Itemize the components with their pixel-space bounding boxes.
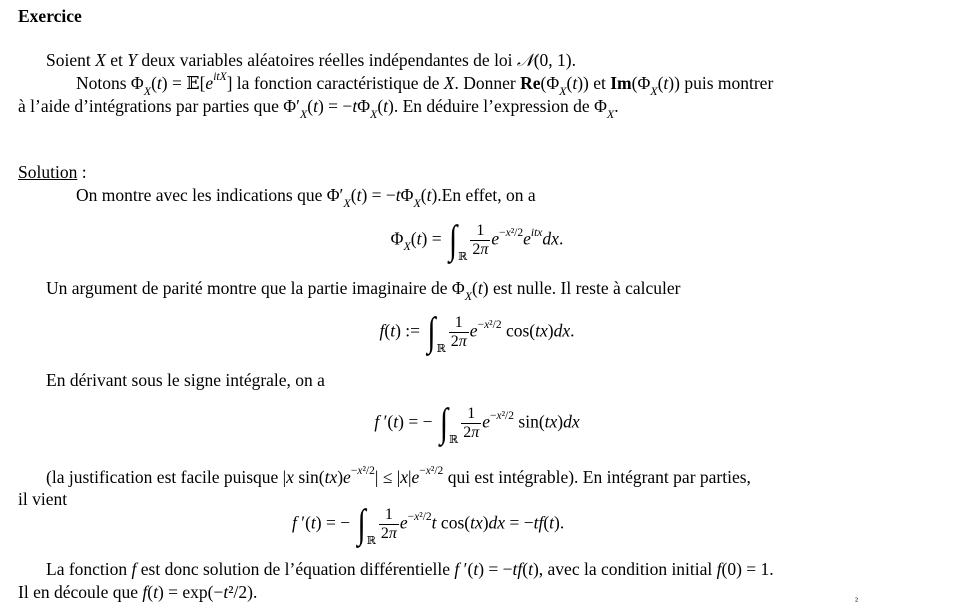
exercise-line-3: à l’aide d’intégrations par parties que $\Phi'_X(t) = -t\Phi_X(t)$. En déduire l’expression de $\Phi_X$. — [18, 96, 619, 121]
equation-2: f(t) := ∫ℝ $\frac{1}{2\pi}$ $e^{-x^2/2}$ cos(tx)dx. — [379, 309, 575, 355]
solution-intro: On montre avec les indications que $\Phi'_X(t) = -t\Phi_X(t).En$ effet, on a — [76, 185, 536, 210]
paragraph-2: Un argument de parité montre que la partie imaginaire de $\Phi_X(t)$ est nulle. Il reste à calculer — [46, 278, 681, 303]
solution-colon: : — [77, 162, 87, 182]
paragraph-5-line-2: Il en découle que f(t) = exp(−t²/2). — [18, 582, 258, 602]
exercise-title: Exercice — [18, 6, 82, 26]
page-corner-mark: ² — [855, 596, 858, 607]
paragraph-5-line-1: La fonction f est donc solution de l’équation différentielle f ′(t) = −tf(t), avec la condition initial f(0) = 1. — [46, 559, 774, 579]
exercise-line-1: Soient X et Y deux variables aléatoires réelles indépendantes de loi 𝒩(0, 1). — [46, 50, 576, 70]
equation-4: f ′(t) = − ∫ℝ $\frac{1}{2\pi}$ $e^{-x^2/2}t$ cos(tx)dx = −tf(t). — [292, 501, 565, 547]
exercise-line-2: Notons $\Phi_X(t)$ = $𝔼[e^{itX}]$ la fonction caractéristique de X. Donner $Re(\Phi_X(t))$ et $Im(\Phi_X(t))$ puis montrer — [76, 71, 774, 98]
solution-label: Solution — [18, 162, 78, 182]
equation-1: $\Phi_X(t)$ = ∫ℝ $\frac{1}{2\pi}$ $e^{-x^2/2}e^{itx}dx$. — [390, 217, 564, 263]
equation-3: f ′(t) = − ∫ℝ $\frac{1}{2\pi}$ $e^{-x^2/2}$ sin(tx)dx — [374, 400, 580, 446]
solution-heading — [18, 161, 87, 184]
paragraph-3: En dérivant sous le signe intégrale, on a — [46, 370, 325, 390]
paragraph-4-line-1: (la justification est facile puisque |x $\sin(tx)e^{-x^2/2}| \le |x|e^{-x^2/2}$ qui est intégrable). En intégrant par parties, — [46, 465, 751, 487]
paragraph-4-line-2: il vient — [18, 489, 68, 509]
